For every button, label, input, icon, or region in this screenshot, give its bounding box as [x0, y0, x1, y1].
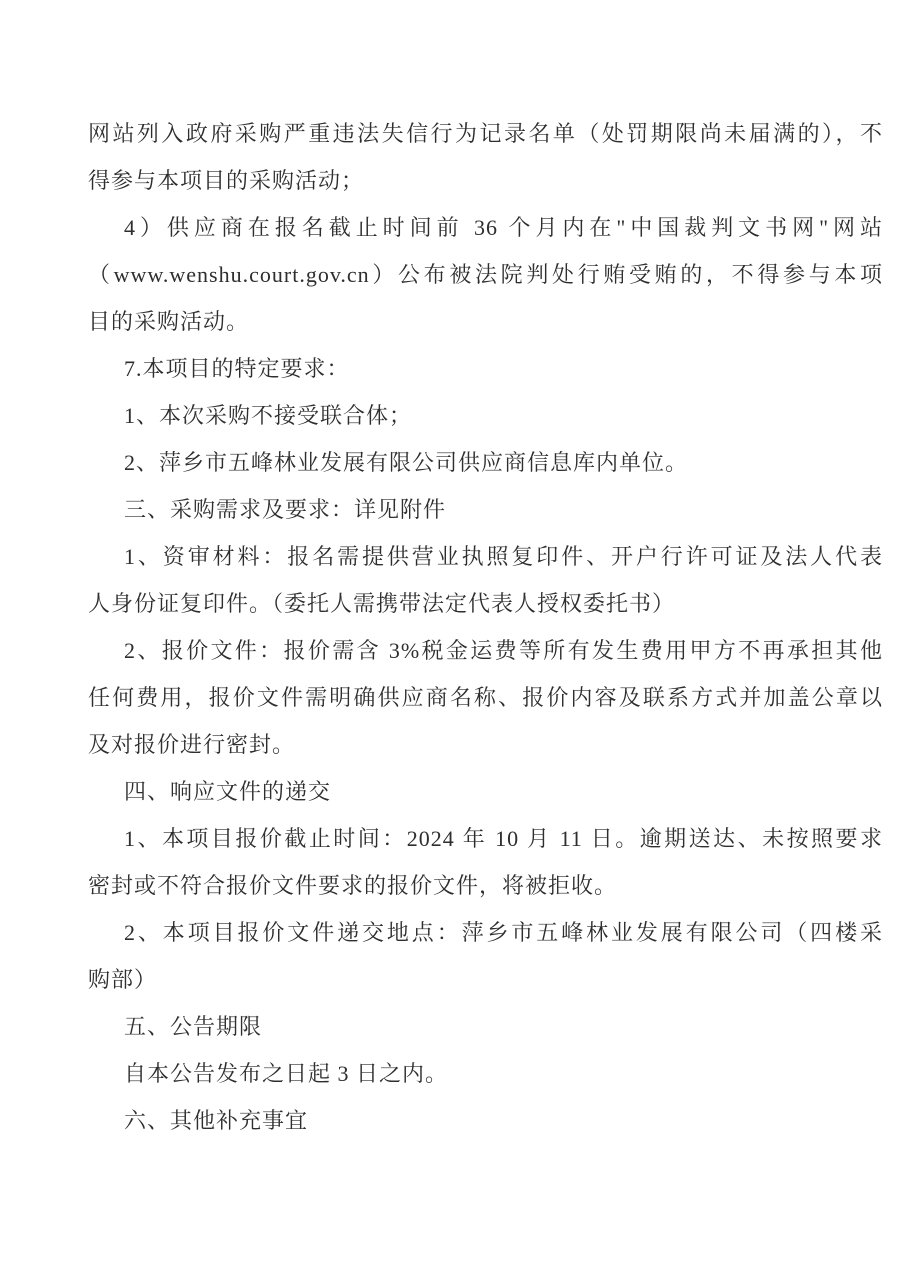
text-line: 2、萍乡市五峰林业发展有限公司供应商信息库内单位。 [124, 450, 689, 475]
text-line: 2、本项目报价文件递交地点：萍乡市五峰林业发展有限公司（四楼采 [124, 920, 883, 945]
text-line: 1、本项目报价截止时间：2024 年 10 月 11 日。逾期送达、未按照要求 [124, 826, 883, 851]
text-line: 2、报价文件：报价需含 3%税金运费等所有发生费用甲方不再承担其他 [124, 638, 883, 663]
text-line: 四、响应文件的递交 [124, 779, 332, 804]
text-line: （www.wenshu.court.gov.cn）公布被法院判处行贿受贿的，不得参与本项 [88, 262, 883, 287]
text-line: 得参与本项目的采购活动； [88, 168, 365, 193]
text-line: 任何费用，报价文件需明确供应商名称、报价内容及联系方式并加盖公章以 [88, 685, 883, 710]
text-line: 自本公告发布之日起 3 日之内。 [124, 1061, 449, 1086]
text-line: 网站列入政府采购严重违法失信行为记录名单（处罚期限尚未届满的），不 [88, 121, 883, 146]
text-line: 密封或不符合报价文件要求的报价文件，将被拒收。 [88, 873, 618, 898]
text-line: 4）供应商在报名截止时间前 36 个月内在"中国裁判文书网"网站 [124, 215, 883, 240]
text-line: 五、公告期限 [124, 1014, 263, 1039]
text-line: 1、资审材料：报名需提供营业执照复印件、开户行许可证及法人代表 [124, 544, 883, 569]
text-line: 六、其他补充事宜 [124, 1108, 309, 1133]
text-line: 目的采购活动。 [88, 309, 250, 334]
document-body [88, 110, 883, 1144]
text-line: 三、采购需求及要求：详见附件 [124, 497, 447, 522]
text-line: 1、本次采购不接受联合体； [124, 403, 413, 428]
text-line: 购部） [88, 967, 158, 992]
text-line: 7.本项目的特定要求： [124, 356, 350, 381]
text-line: 及对报价进行密封。 [88, 732, 296, 757]
text-line: 人身份证复印件。（委托人需携带法定代表人授权委托书） [88, 591, 676, 616]
